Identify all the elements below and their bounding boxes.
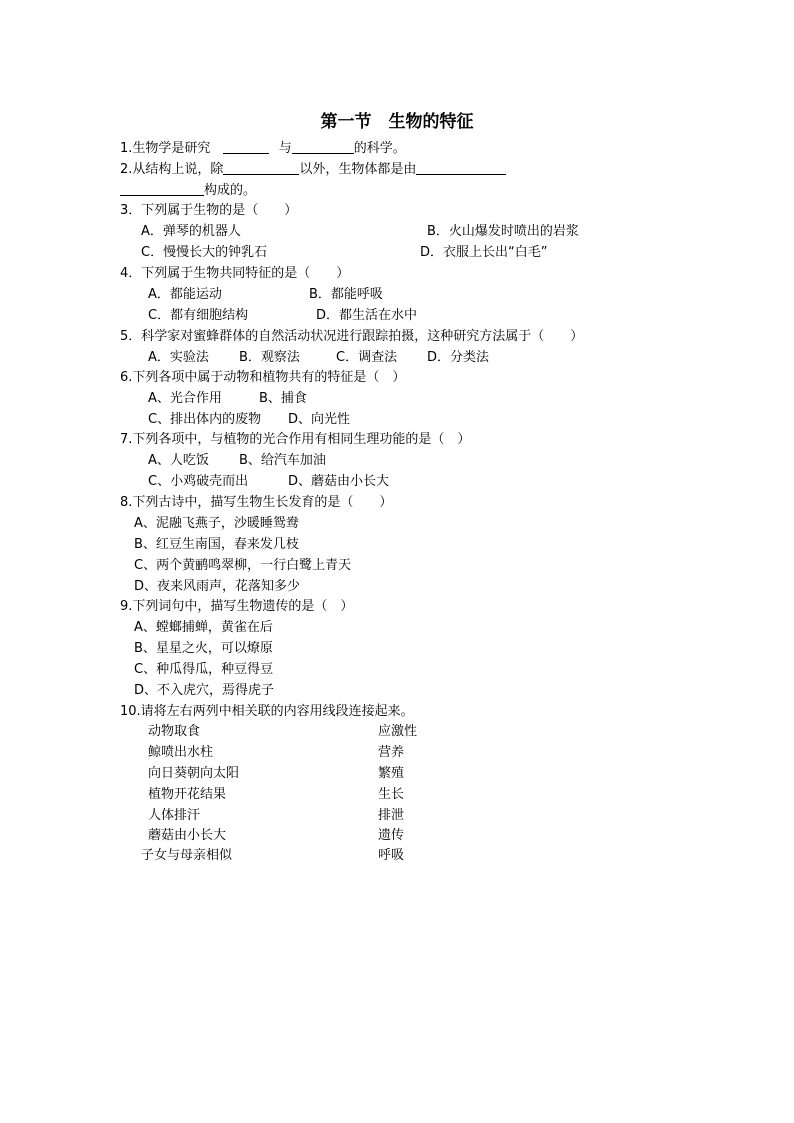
match-right-item[interactable]: 生长 xyxy=(378,787,405,802)
option-b: B、给汽车加油 xyxy=(239,453,326,468)
match-left-item[interactable]: 向日葵朝向太阳 xyxy=(148,766,240,781)
option-c: C．都有细胞结构 xyxy=(148,308,249,323)
option-a: A、螳螂捕蝉，黄雀在后 xyxy=(134,620,273,635)
match-right-item[interactable]: 呼吸 xyxy=(378,848,405,863)
option-d: D、不入虎穴，焉得虎子 xyxy=(134,683,275,698)
option-d: D．分类法 xyxy=(427,350,490,365)
option-d: D．衣服上长出“白毛” xyxy=(420,245,548,260)
option-b: B．都能呼吸 xyxy=(309,287,383,302)
question-8: 8.下列古诗中，描写生物生长发育的是（ ） xyxy=(120,495,393,510)
option-a: A、泥融飞燕子，沙暖睡鸳鸯 xyxy=(134,516,299,531)
option-a: A．弹琴的机器人 xyxy=(141,224,241,239)
option-b: B．观察法 xyxy=(239,350,300,365)
option-c: C．慢慢长大的钟乳石 xyxy=(141,245,268,260)
match-right-item[interactable]: 应激性 xyxy=(378,724,418,739)
question-2-cont: 构成的。 xyxy=(120,182,256,199)
option-d: D．都生活在水中 xyxy=(316,308,418,323)
option-a: A．都能运动 xyxy=(148,287,222,302)
match-right-item[interactable]: 营养 xyxy=(378,745,405,760)
question-4: 4．下列属于生物共同特征的是（ ） xyxy=(120,266,350,281)
match-left-item[interactable]: 人体排汗 xyxy=(148,808,201,823)
option-c: C、小鸡破壳而出 xyxy=(148,474,249,489)
question-6: 6.下列各项中属于动物和植物共有的特征是（ ） xyxy=(120,370,406,385)
option-c: C、两个黄鹂鸣翠柳，一行白鹭上青天 xyxy=(134,558,352,573)
answer-blank[interactable] xyxy=(120,182,204,196)
option-d: D、向光性 xyxy=(288,412,351,427)
option-a: A、人吃饭 xyxy=(148,453,209,468)
match-left-item[interactable]: 鲸喷出水柱 xyxy=(148,745,214,760)
option-b: B、红豆生南国，春来发几枝 xyxy=(134,537,299,552)
option-b: B、捕食 xyxy=(259,391,307,406)
option-b: B、星星之火，可以燎原 xyxy=(134,641,273,656)
page-title: 第一节 生物的特征 xyxy=(320,112,474,132)
option-d: D、蘑菇由小长大 xyxy=(288,474,390,489)
match-left-item[interactable]: 子女与母亲相似 xyxy=(141,848,233,863)
question-7: 7.下列各项中，与植物的光合作用有相同生理功能的是（ ） xyxy=(120,432,471,447)
option-d: D、夜来风雨声，花落知多少 xyxy=(134,579,301,594)
question-1: 1.生物学是研究 与 的科学。 xyxy=(120,141,406,156)
match-left-item[interactable]: 动物取食 xyxy=(148,724,201,739)
option-c: C．调查法 xyxy=(336,350,398,365)
question-3: 3．下列属于生物的是（ ） xyxy=(120,203,298,218)
question-9: 9.下列词句中，描写生物遗传的是（ ） xyxy=(120,599,354,614)
match-right-item[interactable]: 排泄 xyxy=(378,808,405,823)
answer-blank[interactable] xyxy=(223,161,299,175)
question-10: 10.请将左右两列中相关联的内容用线段连接起来。 xyxy=(120,704,414,719)
match-right-item[interactable]: 繁殖 xyxy=(378,766,405,781)
option-a: A、光合作用 xyxy=(148,391,222,406)
option-c: C、种瓜得瓜，种豆得豆 xyxy=(134,662,274,677)
option-a: A．实验法 xyxy=(148,350,209,365)
match-right-item[interactable]: 遗传 xyxy=(378,828,405,843)
question-5: 5．科学家对蜜蜂群体的自然活动状况进行跟踪拍摄，这种研究方法属于（ ） xyxy=(120,329,584,344)
answer-blank[interactable] xyxy=(223,140,269,154)
match-left-item[interactable]: 蘑菇由小长大 xyxy=(148,828,227,843)
match-left-item[interactable]: 植物开花结果 xyxy=(148,787,227,802)
answer-blank[interactable] xyxy=(416,161,506,175)
option-b: B．火山爆发时喷出的岩浆 xyxy=(427,224,579,239)
question-2: 2.从结构上说，除 以外，生物体都是由 xyxy=(120,161,506,178)
option-c: C、排出体内的废物 xyxy=(148,412,262,427)
answer-blank[interactable] xyxy=(292,140,354,154)
